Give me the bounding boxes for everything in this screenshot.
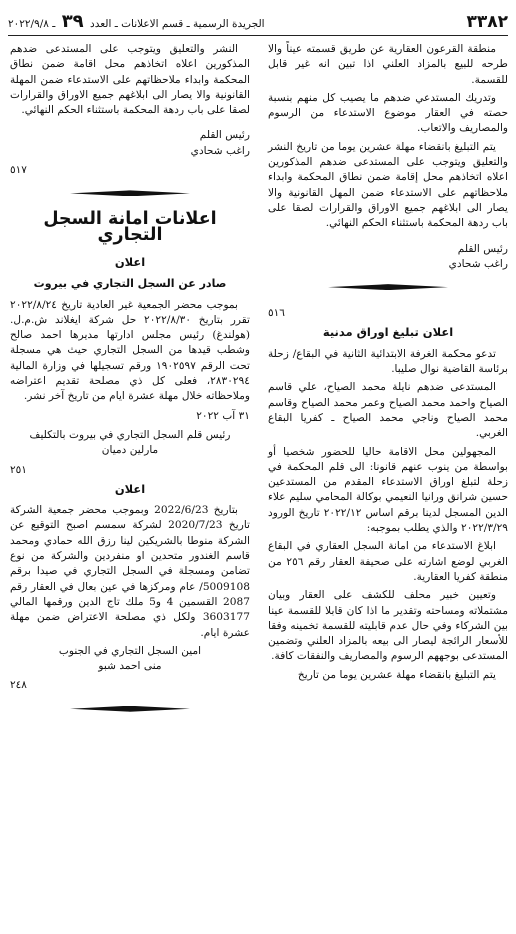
notice-subtitle: صادر عن السجل التجاري في بيروت [33, 277, 227, 291]
signature-name: مارلين دميان [101, 444, 159, 457]
signature-role: رئيس قلم السجل التجاري في بيروت بالتكليف [29, 428, 231, 441]
right-column [268, 42, 508, 686]
left-column [10, 42, 250, 728]
paragraph: تدعو محكمة الغرفة الابتدائية الثانية في البقاع/ زحلة برئاسة القاضية نوال صليبا. [268, 347, 508, 376]
paragraph: النشر والتعليق ويتوجب على المستدعى ضدهم المذكورين اعلاه اتخاذهم محل اقامة ضمن نطاق المحكمة وابداء ملاحظاتهم على الاستدعاء ضمن المهلة القانونية والا يصار الى ابلاغهم جميع الاوراق والقرارات لصقا على باب ردهة المحكمة باستثناء الحكم النهائي. [10, 43, 250, 117]
section-heading: اعلان تبليغ اوراق مدنية [322, 325, 454, 340]
paragraph: المستدعى ضدهم نايلة محمد الصياح، علي قاسم الصياح واحمد محمد الصياح وعمر محمد الصياح وقاسم محمد الصياح وناجي محمد الصياح ـ كفريا البقاع الغربي. [268, 381, 508, 440]
paragraph: يتم التبليغ بانقضاء مهلة عشرين يوما من تاريخ النشر والتعليق ويتوجب على المستدعى ضدهم المذكورين اعلاه اتخاذهم محل إقامة ضمن نطاق المحكمة وابداء ملاحظاتهم على الاستدعاء ضمن المهل القانونية والا يصار الى ابلاغهم جميع الاوراق والقرارات لصقا على باب ردهة المحكمة باستثناء الحكم النهائي. [268, 140, 508, 230]
notice-date: ٣١ آب ٢٠٢٢ [196, 409, 250, 422]
notice-label: اعلان [114, 254, 146, 269]
page-header [8, 6, 508, 36]
gazette-title: الجريدة الرسمية ـ قسم الاعلانات ـ العدد [90, 18, 265, 30]
signature-role: رئيس القلم [199, 129, 250, 142]
paragraph: وتدريك المستدعي ضدهم ما يصيب كل منهم بنسبة حصته في العقار موضوع الاستدعاء من الرسوم والمصاريف والاتعاب. [268, 91, 508, 135]
diamond-divider [10, 188, 250, 198]
notice-label: اعلان [114, 481, 146, 496]
notice-number: ٥١٦ [268, 307, 285, 320]
paragraph: منطقة القرعون العقارية عن طريق قسمته عيناً والا طرحه للبيع بالمزاد العلني اذا تبين انه غير قابل للقسمة. [268, 43, 508, 86]
paragraph: يتم التبليغ بانقضاء مهلة عشرين يوما من تاريخ [297, 668, 496, 681]
notice-number: ٢٤٨ [10, 679, 27, 692]
paragraph: بموجب محضر الجمعية غير العادية تاريخ ٢٠٢٢/٨/٢٤ تقرر بتاريخ ٢٠٢٢/٨/٣٠ حل شركة ايغلاند ش.م.ل. (هولندغ) رئيس مجلس ادارتها مديرها احمد صالح وشطب قيدها من السجل التجاري حيث هي مسجلة تحت الرقم ١٩٠٢٥٩٧ ورقم تسجيلها في وزارة المالية ٢٨٣٠٢٩٤، فعلى كل ذي مصلحة تقديم اعتراضه وملاحظاته خلال مهلة عشرة ايام من تاريخ آخر نشر. [10, 298, 251, 403]
signature-block [268, 242, 508, 273]
paragraph: المجهولين محل الاقامة حاليا للحضور شخصيا أو بواسطة من ينوب عنهم قانونا: الى قلم المحكمة في زحلة لتبلغ اوراق الاستدعاء المقدم من المستدعين حسين شرانق ورانيا النعيمي بوكالة المحامي سليم علاء الدين المسجل لدينا برقم اساس ٢٠٢٢/١٢ تاريخ الورود ٢٠٢٢/٣/٢٩ والذي يطلب بموجبه: [268, 445, 508, 535]
diamond-divider [268, 282, 508, 292]
signature-name: راغب شحادي [190, 144, 250, 157]
issue-date: ـ ٢٠٢٢/٩/٨ [8, 18, 56, 30]
signature-role: امين السجل التجاري في الجنوب [58, 644, 202, 657]
page-number: ٣٣٨٢ [466, 12, 508, 32]
running-title [8, 11, 265, 32]
signature-name: راغب شحادي [448, 257, 508, 270]
signature-name: منى احمد شبو [98, 660, 162, 673]
notice-number: ٢٥١ [10, 463, 27, 476]
signature-block [10, 128, 250, 159]
paragraph: ابلاغ الاستدعاء من امانة السجل العقاري في البقاع الغربي لوضع اشارته على صحيفة العقار رقم ٢٥٦ من منطقة كفريا العقارية. [268, 540, 508, 583]
paragraph: بتاريخ 2022/6/23 وبموجب محضر جمعية الشركة تاريخ 2020/7/23 لشركة سمسم اصبح التوقيع عن الشركة منوطا بالشريكين لينا رزق الله حمادي ومحمد قاسم الغندور متحدين او منفردين والشركة من نوع تضامن ومسجلة في السجل التجاري في صيدا برقم 5009108/ عام ومركزها في عين بعال في العقار رقم 2087 القسمين 4 و5 ملك تاج الدين ورقمها المالي 3603177 ولكل ذي مصلحة الاعتراض ضمن مهلة عشرة ايام. [10, 504, 251, 639]
paragraph: وتعيين خبير محلف للكشف على العقار وبيان مشتملاته ومساحته وتقدير ما اذا كان قابلا للقسمة عينا بين الشركاء وفي حال عدم قابليته للقسمة تخمينه وفقا للأسعار الرائجة ليصار الى بيعه بالمزاد العلني وتضمين المستدعى بوجههم الرسوم والمصاريف والنفقات كافة. [268, 589, 508, 663]
notice-number: ٥١٧ [10, 164, 27, 177]
signature-role: رئيس القلم [457, 242, 508, 255]
diamond-divider [10, 704, 250, 714]
issue-number: ٣٩ [61, 11, 84, 32]
section-title: اعلانات امانة السجل التجاري [43, 209, 217, 245]
